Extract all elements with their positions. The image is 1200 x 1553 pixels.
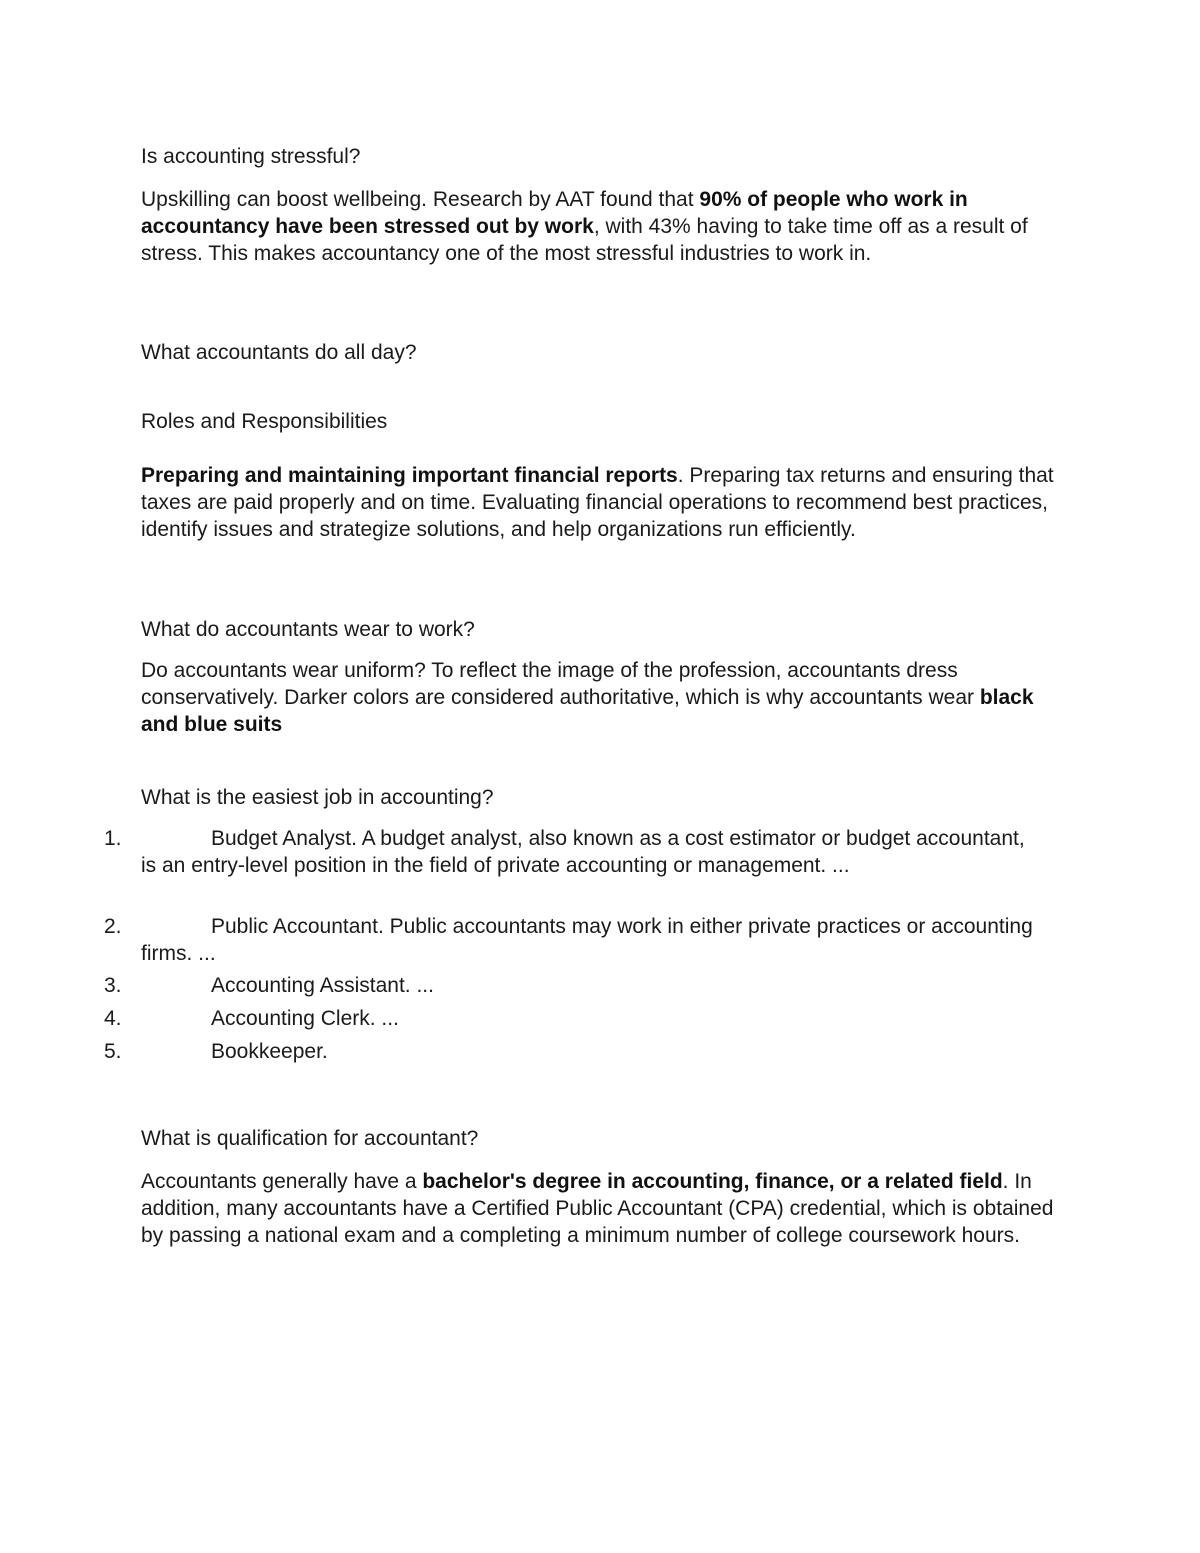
bold-highlight: bachelor's degree in accounting, finance, or a related field (422, 1170, 1003, 1193)
question-heading: What is qualification for accountant? (141, 1127, 479, 1150)
list-item-number: 1. (104, 827, 122, 850)
list-item-number: 2. (104, 915, 122, 938)
answer-paragraph: Preparing and maintaining important financial reports. Preparing tax returns and ensuring that taxes are paid properly and on time. Evaluating financial operations to recommend best practices, identify issues and strategize solutions, and help organizations run efficiently. (141, 464, 1054, 541)
question-heading: What is the easiest job in accounting? (141, 786, 494, 809)
list-item: Accounting Assistant. ... (211, 974, 434, 997)
question-heading: What do accountants wear to work? (141, 618, 475, 641)
answer-paragraph: Upskilling can boost wellbeing. Research by AAT found that 90% of people who work in accountancy have been stressed out by work, with 43% having to take time off as a result of stress. This makes accountancy one of the most stressful industries to work in. (141, 188, 1028, 265)
list-item: Bookkeeper. (211, 1040, 328, 1063)
list-item: Accounting Clerk. ... (211, 1007, 399, 1030)
list-item-number: 5. (104, 1040, 122, 1063)
bold-highlight: black and blue suits (141, 686, 1034, 736)
answer-paragraph: Accountants generally have a bachelor's degree in accounting, finance, or a related field. In addition, many accountants have a Certified Public Accountant (CPA) credential, which is obtained by passing a national exam and a completing a minimum number of college coursework hours. (141, 1170, 1054, 1247)
bold-highlight: Preparing and maintaining important financial reports (141, 464, 678, 487)
list-item-number: 3. (104, 974, 122, 997)
answer-paragraph: Do accountants wear uniform? To reflect the image of the profession, accountants dress conservatively. Darker colors are considered authoritative, which is why accountants wear black and blue suits (141, 659, 1034, 736)
subheading: Roles and Responsibilities (141, 410, 388, 433)
list-item: Public Accountant. Public accountants may work in either private practices or accounting firms. ... (141, 915, 1033, 965)
question-heading: What accountants do all day? (141, 341, 417, 364)
question-heading: Is accounting stressful? (141, 145, 361, 168)
list-item: Budget Analyst. A budget analyst, also known as a cost estimator or budget accountant, is an entry-level position in the field of private accounting or management. ... (141, 827, 1025, 877)
bold-highlight: 90% of people who work in accountancy have been stressed out by work (141, 188, 968, 238)
list-item-number: 4. (104, 1007, 122, 1030)
